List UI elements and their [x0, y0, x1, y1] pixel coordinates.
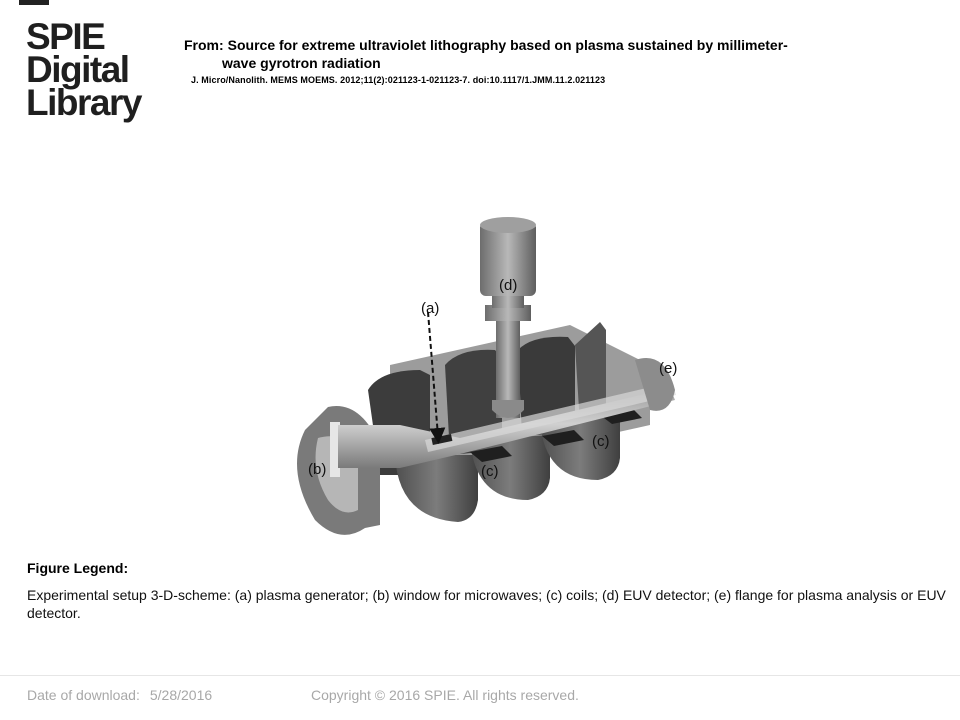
citation: J. Micro/Nanolith. MEMS MOEMS. 2012;11(2):021123-1-021123-7. doi:10.1117/1.JMM.11.2.021123 — [191, 75, 606, 85]
logo-line-2: Digital — [26, 49, 129, 90]
label-c-1: (c) — [481, 463, 499, 480]
logo-line-3: Library — [26, 82, 141, 123]
title-line-1: Source for extreme ultraviolet lithography based on plasma sustained by millimeter- — [227, 37, 788, 53]
download-date-value: 5/28/2016 — [149, 687, 213, 703]
label-b: (b) — [308, 461, 327, 478]
label-e: (e) — [659, 360, 678, 377]
title-line-2: wave gyrotron radiation — [222, 55, 381, 71]
download-date — [27, 687, 212, 703]
label-c-2: (c) — [592, 433, 610, 450]
article-header — [184, 36, 884, 85]
spie-digital-library-logo — [26, 16, 150, 123]
corner-mark — [19, 0, 49, 5]
figure-legend-text: Experimental setup 3-D-scheme: (a) plasma generator; (b) window for microwaves; (c) coils; (d) EUV detector; (e) flange for plasma analysis or EUV detector. — [27, 587, 946, 621]
footer-divider — [0, 675, 960, 676]
label-a: (a) — [421, 300, 440, 317]
figure-legend-heading: Figure Legend: — [27, 560, 129, 576]
from-prefix: From: — [184, 37, 224, 53]
article-title — [184, 36, 884, 72]
download-date-label: Date of download: — [27, 687, 140, 703]
experimental-setup-figure — [270, 200, 700, 545]
label-d: (d) — [499, 277, 518, 294]
copyright-notice: Copyright © 2016 SPIE. All rights reserved. — [311, 687, 579, 703]
logo-line-1: SPIE — [26, 16, 105, 57]
